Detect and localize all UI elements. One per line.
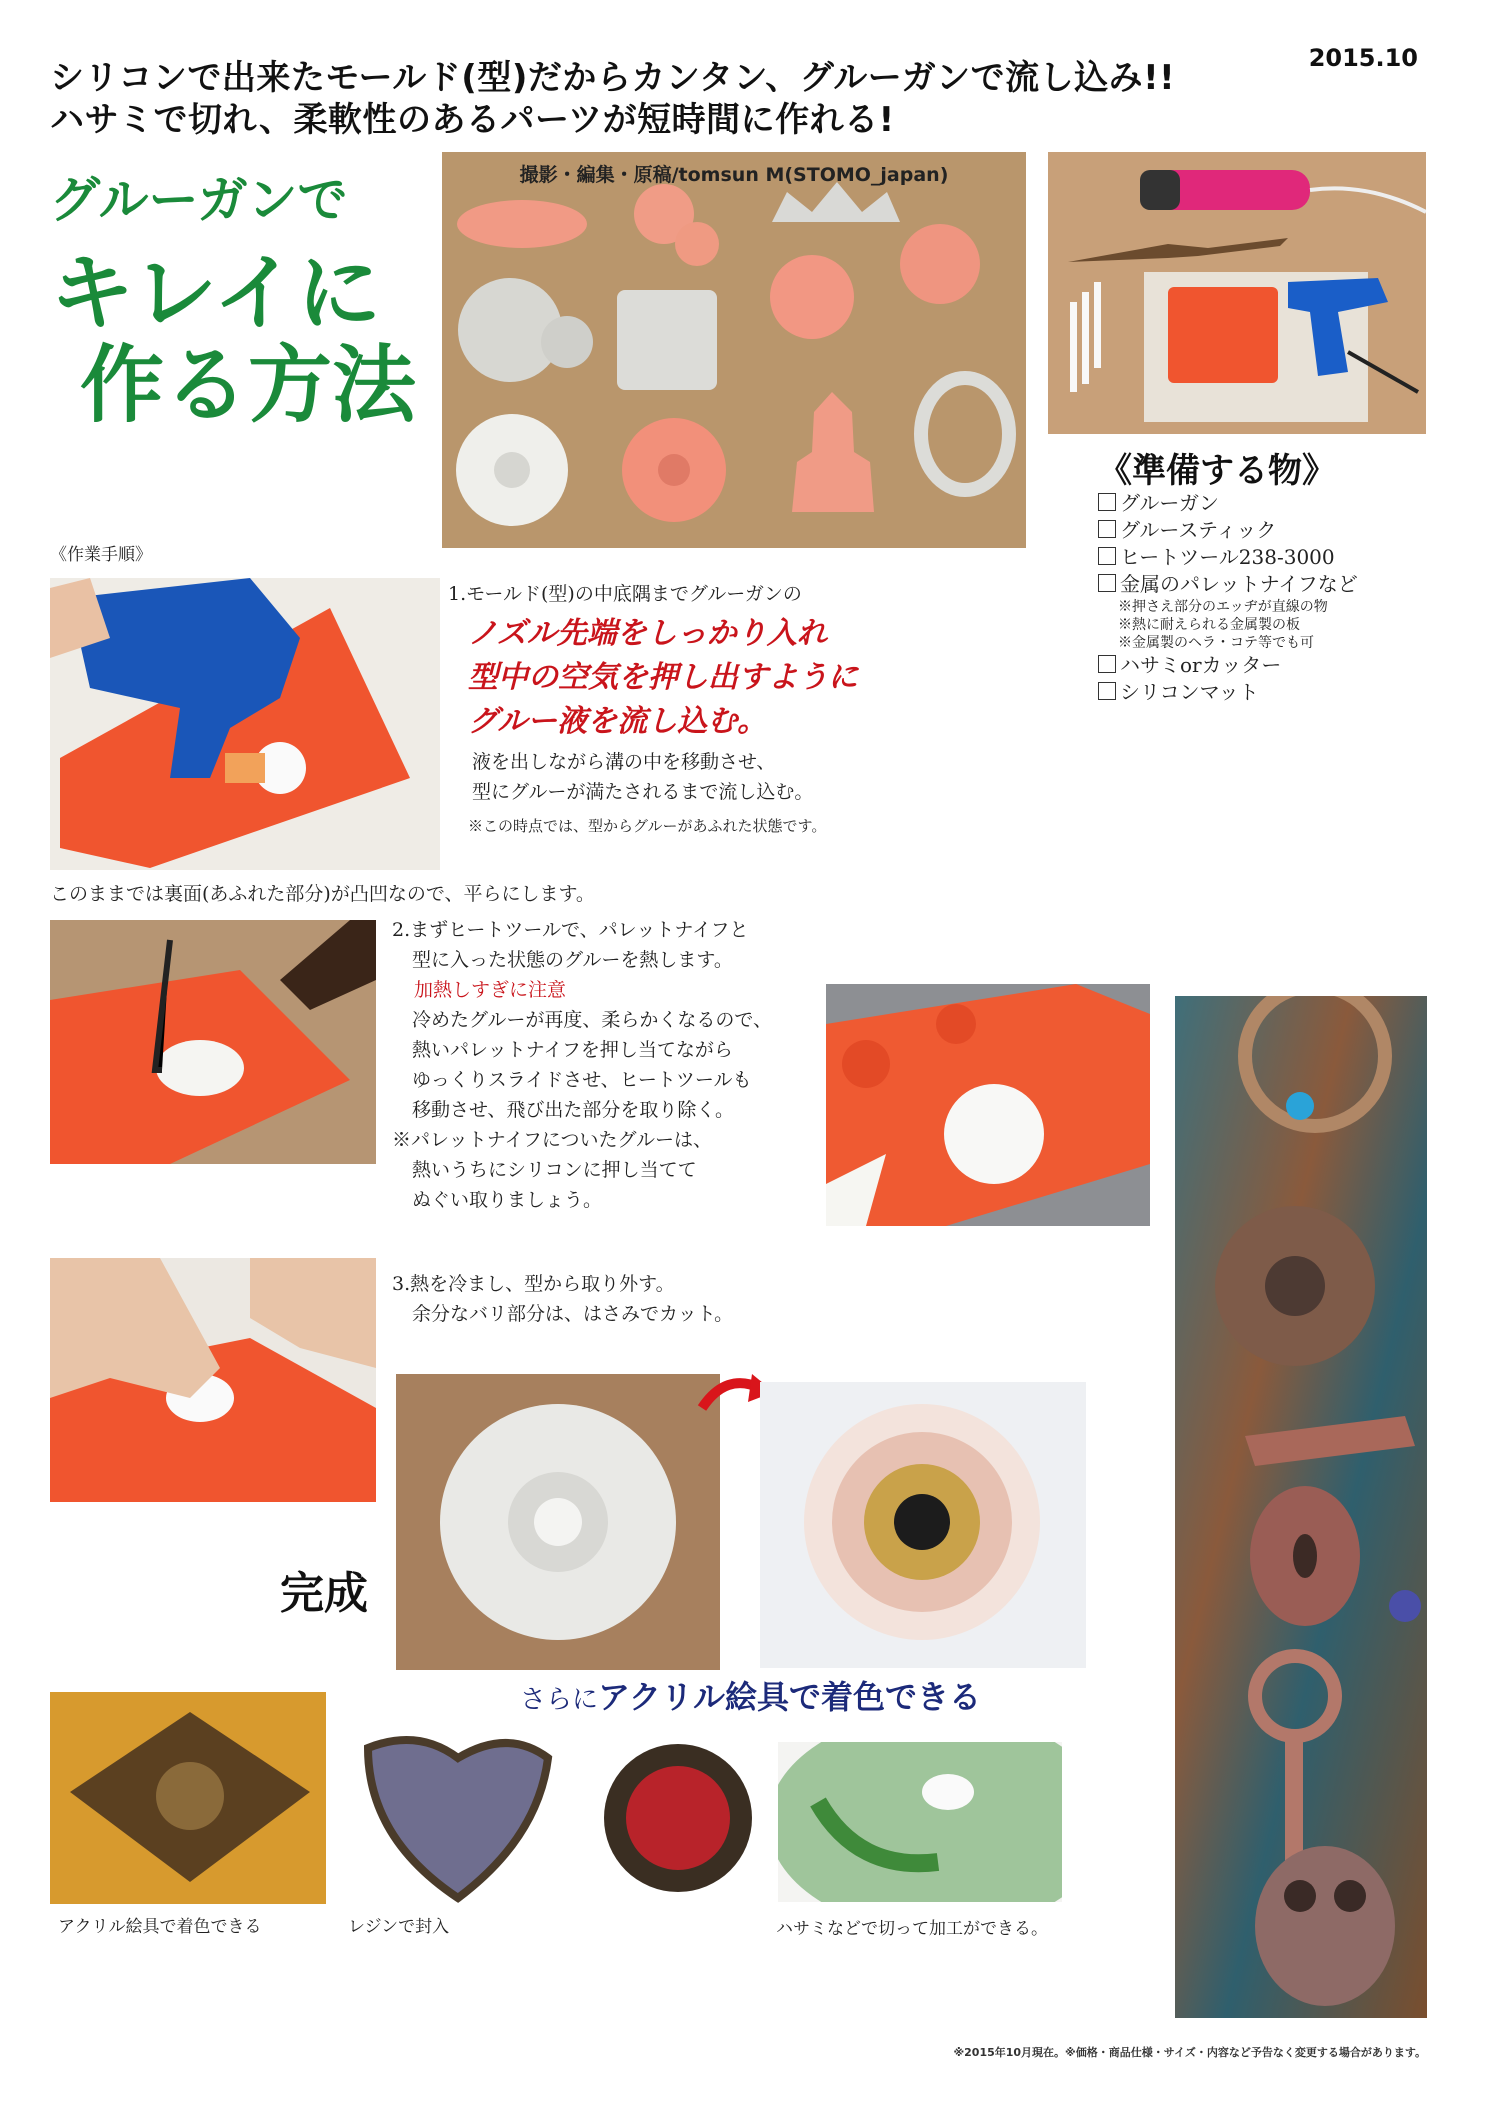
acrylic-main: アクリル絵具で着色できる [598,1678,982,1716]
checkbox-icon [1098,520,1116,538]
prep-note: ※押さえ部分のエッヂが直線の物 [1118,599,1328,615]
white-daisy-image [396,1374,720,1670]
footer-disclaimer: ※2015年10月現在。※価格・商品仕様・サイズ・内容など予告なく変更する場合があります。 [953,2046,1426,2059]
step3-line-1: 3.熱を冷まし、型から取り外す。 [392,1273,675,1295]
step2-body-6: 熱いうちにシリコンに押し当てて [412,1159,697,1181]
step2-body-5: ※パレットナイフについたグルーは、 [392,1129,712,1151]
caption-resin: レジンで封入 [348,1917,450,1937]
bronze-square-ornament-image [50,1692,326,1904]
checkbox-icon [1098,547,1116,565]
bronze-ornament-photo [50,1692,326,1904]
step2-body-1: 冷めたグルーが再度、柔らかくなるので、 [412,1009,773,1031]
prep-item-label: ヒートツール238-3000 [1120,545,1335,569]
cut-parts-photo [778,1742,1062,1902]
tools-photo [1048,152,1426,434]
step2-line-2: 型に入った状態のグルーを熱します。 [412,949,733,971]
title-line-2: キレイに [50,244,381,342]
step2-photo [50,920,376,1164]
prep-item [1098,571,1358,598]
step2-body-3: ゆっくりスライドさせ、ヒートツールも [412,1069,752,1091]
step1-note: ※この時点では、型からグルーがあふれた状態です。 [468,817,827,835]
step2-body-2: 熱いパレットナイフを押し当てながら [412,1039,733,1061]
painted-parts-collage-image [1175,996,1427,2018]
painted-daisy-image [760,1382,1086,1668]
checkbox-icon [1098,682,1116,700]
procedure-label: 《作業手順》 [50,545,152,565]
header-line-2: ハサミで切れ、柔軟性のあるパーツが短時間に作れる! [50,100,895,140]
prep-item [1098,490,1358,517]
prep-item [1098,517,1358,544]
hero-photo [442,152,1026,548]
acrylic-tagline [520,1672,981,1718]
resin-pendants-image [348,1728,760,1904]
step1-lead: 1.モールド(型)の中底隅までグルーガンの [448,583,802,605]
step2-result-photo [826,984,1150,1226]
step1-body-2: 型にグルーが満たされるまで流し込む。 [472,781,814,803]
prep-item [1098,544,1358,571]
resin-pendants-photo [348,1728,760,1904]
glue-gun-pouring-image [50,578,440,870]
step1-body-1: 液を出しながら溝の中を移動させ、 [472,751,776,773]
step2-body-4: 移動させ、飛び出た部分を取り除く。 [412,1099,735,1121]
step3-line-2: 余分なバリ部分は、はさみでカット。 [412,1303,734,1325]
tools-image [1048,152,1426,434]
prep-list [1098,490,1358,706]
prep-item-label: シリコンマット [1120,680,1259,704]
step2-warning: 加熱しすぎに注意 [414,979,567,1001]
prep-item-label: 金属のパレットナイフなど [1120,572,1358,596]
prep-note: ※金属製のヘラ・コテ等でも可 [1118,635,1314,651]
caption-acrylic: アクリル絵具で着色できる [58,1917,262,1937]
title-line-3: 作る方法 [80,336,417,434]
issue-date: 2015.10 [1308,44,1418,72]
prep-item-label: ハサミorカッター [1120,653,1282,677]
painted-flower-photo [760,1382,1086,1668]
step1-photo [50,578,440,870]
caption-cut: ハサミなどで切って加工ができる。 [776,1919,1048,1939]
completion-label: 完成 [280,1568,368,1619]
checkbox-icon [1098,655,1116,673]
checkbox-icon [1098,493,1116,511]
molded-parts-image [442,152,1026,548]
photo-credit: 撮影・編集・原稿/tomsun M(STOMO_japan) [519,164,949,186]
header-line-1: シリコンで出来たモールド(型)だからカンタン、グルーガンで流し込み!! [50,58,1176,98]
step2-line-1: 2.まずヒートツールで、パレットナイフと [392,919,749,941]
heat-tool-flattening-image [50,920,376,1164]
step3-photo [50,1258,376,1502]
step1-emphasis-3: グルー液を流し込む。 [468,704,768,739]
green-plate-image [778,1742,1062,1902]
finished-white-flower-photo [396,1374,720,1670]
prep-item-label: グルースティック [1120,518,1277,542]
title-line-1: グルーガンで [50,171,348,229]
checkbox-icon [1098,574,1116,592]
step1-emphasis-1: ノズル先端をしっかり入れ [468,616,827,651]
prep-item-label: グルーガン [1120,491,1219,515]
acrylic-pre: さらに [520,1685,599,1715]
prep-item [1098,679,1358,706]
step1-emphasis-2: 型中の空気を押し出すように [468,660,858,695]
flatten-note: このままでは裏面(あふれた部分)が凸凹なので、平らにします。 [50,883,595,905]
prep-item [1098,652,1358,679]
mold-filled-image [826,984,1150,1226]
decorated-panel-photo [1175,996,1427,2018]
prep-title: 《準備する物》 [1098,451,1336,491]
removing-part-image [50,1258,376,1502]
step2-body-7: ぬぐい取りましょう。 [412,1189,603,1211]
prep-note: ※熱に耐えられる金属製の板 [1118,617,1300,633]
